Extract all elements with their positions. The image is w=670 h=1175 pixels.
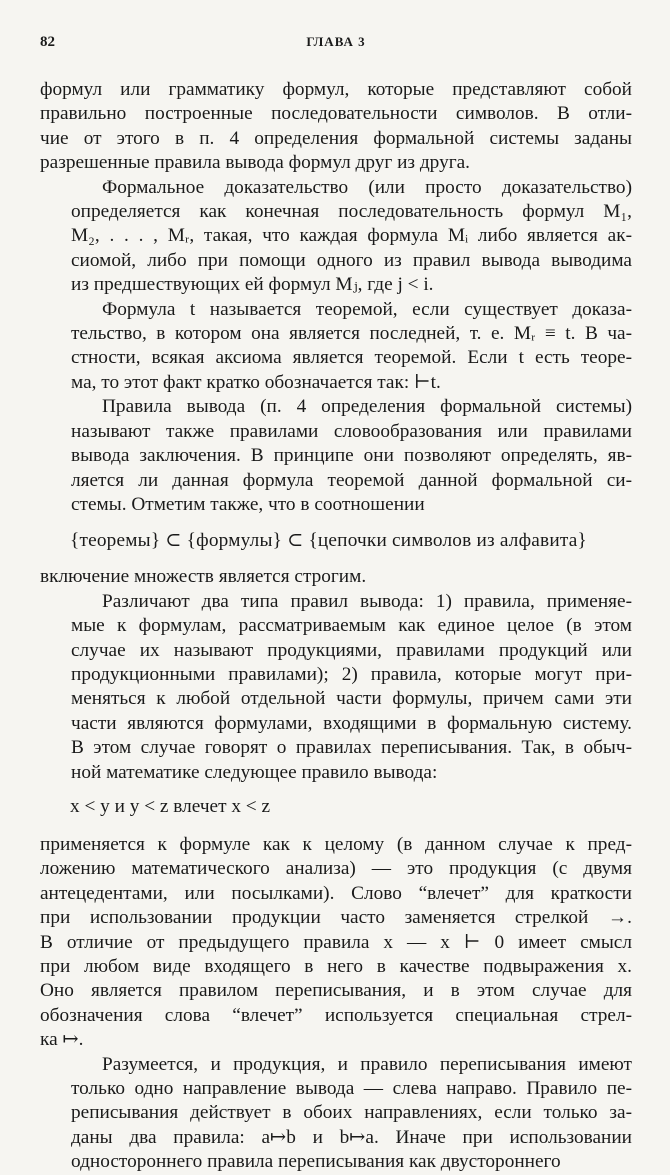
text-line: даны два правила: a↦b и b↦a. Иначе при использовании <box>71 1126 632 1148</box>
paragraph-p5 <box>40 565 632 589</box>
text-line: вывода заключения. В принципе они позволяют определять, яв- <box>71 445 632 467</box>
text-line: правильно построенные последовательности символов. В отли- <box>40 103 632 125</box>
text-line: сиомой, либо при помощи одного из правил вывода выводима <box>71 249 632 271</box>
page-header <box>40 34 632 60</box>
running-title: ГЛАВА 3 <box>306 34 366 49</box>
text-line: продукционными правилами); 2) правила, которые могут при- <box>71 663 632 685</box>
text-line: Различают два типа правил вывода: 1) правила, применяе- <box>102 590 632 612</box>
text-line: разрешенные правила вывода формул друг из друга. <box>40 152 470 174</box>
paragraph-p8 <box>40 1053 632 1175</box>
paragraph-p1 <box>40 78 632 176</box>
formula-f2: x < y и y < z влечет x < z <box>70 795 271 817</box>
body-text <box>40 78 632 1175</box>
text-line: части являются формулами, входящими в формальную систему. <box>71 712 632 734</box>
text-line: антецедентами, или посылками). Слово “влечет” для краткости <box>40 882 632 904</box>
text-line: ложению математического анализа) — это продукция (с двумя <box>40 858 632 880</box>
text-line: В этом случае говорят о правилах переписывания. Так, в обыч- <box>71 737 632 759</box>
text-line: M₂, . . . , Mᵣ, такая, что каждая формула Mᵢ либо является ак- <box>71 225 632 247</box>
text-line: Оно является правилом переписывания, и в этом случае для <box>40 980 632 1002</box>
text-line: мые к формулам, рассматриваемым как единое целое (в этом <box>71 615 632 637</box>
text-line: одностороннего правила переписывания как двустороннего <box>71 1151 561 1173</box>
text-line: чие от этого в п. 4 определения формальной системы заданы <box>40 127 632 149</box>
text-line: Правила вывода (п. 4 определения формальной системы) <box>102 396 632 418</box>
text-line: реписывания действует в обоих направлениях, если только за- <box>71 1102 632 1124</box>
text-line: стности, всякая аксиома является теоремой. Если t есть теоре- <box>71 347 632 369</box>
paragraph-p4 <box>40 395 632 517</box>
paragraph-p6 <box>40 590 632 785</box>
text-line: случае их называют продукциями, правилами продукций или <box>71 639 632 661</box>
text-line: только одно направление вывода — слева направо. Правило пе- <box>71 1078 632 1100</box>
text-line: из предшествующих ей формул Mⱼ, где j < i. <box>71 274 434 296</box>
paragraph-p7 <box>40 833 632 1053</box>
text-line: ма, то этот факт кратко обозначается так: ⊢t. <box>71 371 441 393</box>
paragraph-p3 <box>40 298 632 396</box>
text-line: формул или грамматику формул, которые представляют собой <box>40 79 632 100</box>
text-line: ка ↦. <box>40 1029 84 1051</box>
text-line: применяется к формуле как к целому (в данном случае к пред- <box>40 833 632 855</box>
paragraph-p2 <box>40 176 632 298</box>
text-line: ной математике следующее правило вывода: <box>71 761 438 783</box>
text-line: В отличие от предыдущего правила x — x ⊢ 0 имеет смысл <box>40 931 632 953</box>
text-line: обозначения слова “влечет” используется специальная стрел- <box>40 1004 632 1026</box>
text-line: определяется как конечная последовательность формул M₁, <box>71 201 632 223</box>
page-number: 82 <box>40 34 55 50</box>
text-line: Разумеется, и продукция, и правило переписывания имеют <box>102 1053 632 1075</box>
text-line: Формальное доказательство (или просто доказательство) <box>102 176 632 198</box>
text-line: стемы. Отметим также, что в соотношении <box>71 493 425 515</box>
text-line: при использовании продукции часто заменяется стрелкой →. <box>40 907 632 929</box>
text-line: меняться к любой отдельной части формулы, причем сами эти <box>71 688 632 710</box>
text-line: называют также правилами словообразования или правилами <box>71 420 632 442</box>
text-line: ляется ли данная формула теоремой данной формальной си- <box>71 469 632 491</box>
formula-f1: {теоремы} ⊂ {формулы} ⊂ {цепочки символов из алфавита} <box>70 530 587 552</box>
text-line: тельство, в котором она является последней, т. е. Mᵣ ≡ t. В ча- <box>71 323 632 345</box>
text-line: Формула t называется теоремой, если существует доказа- <box>102 298 632 320</box>
text-line: при любом виде входящего в него в качестве подвыражения x. <box>40 956 632 977</box>
text-line: включение множеств является строгим. <box>40 566 367 588</box>
